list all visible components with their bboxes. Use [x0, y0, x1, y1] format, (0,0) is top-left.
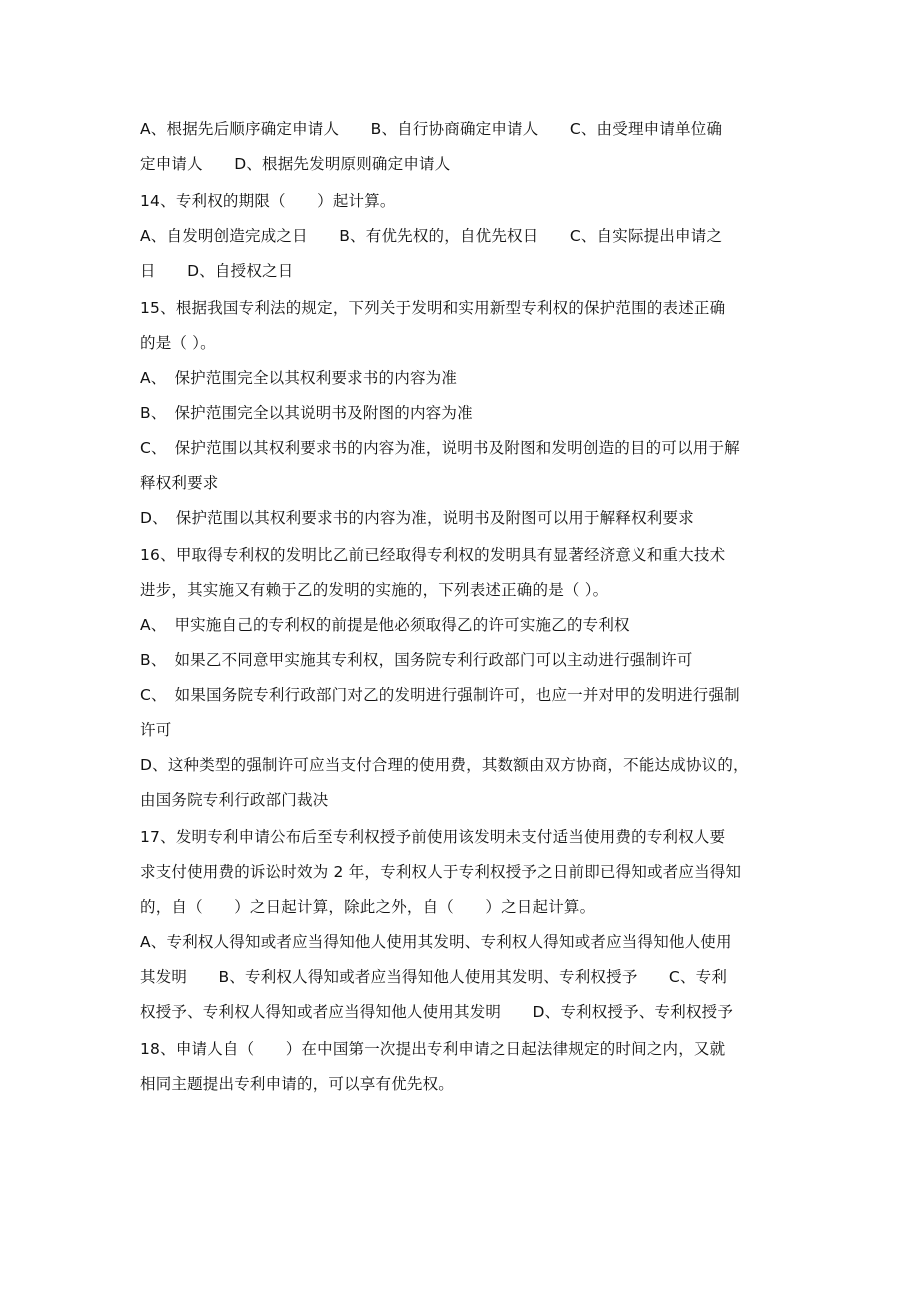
option-c: C、 保护范围以其权利要求书的内容为准，说明书及附图和发明创造的目的可以用于解 — [140, 439, 740, 457]
question-17: 17、发明专利申请公布后至专利权授予前使用该发明未支付适当使用费的专利权人要 — [140, 828, 726, 846]
question-15-cont: 的是（ ）。 — [140, 334, 216, 352]
question-18: 18、申请人自（ ）在中国第一次提出专利申请之日起法律规定的时间之内，又就 — [140, 1040, 726, 1058]
document-page — [140, 112, 785, 1102]
option-a: A、 保护范围完全以其权利要求书的内容为准 — [140, 369, 458, 387]
question-16: 16、甲取得专利权的发明比乙前已经取得专利权的发明具有显著经济意义和重大技术 — [140, 546, 726, 564]
option-d: D、 保护范围以其权利要求书的内容为准，说明书及附图可以用于解释权利要求 — [140, 509, 694, 527]
option-line: 权授予、专利权人得知或者应当得知他人使用其发明 D、专利权授予、专利权授予 — [140, 1003, 734, 1021]
option-a: A、 甲实施自己的专利权的前提是他必须取得乙的许可实施乙的专利权 — [140, 616, 630, 634]
question-17-cont: 的，自（ ）之日起计算，除此之外，自（ ）之日起计算。 — [140, 898, 596, 916]
option-line: 日 D、自授权之日 — [140, 262, 294, 280]
option-line: A、专利权人得知或者应当得知他人使用其发明、专利权人得知或者应当得知他人使用 — [140, 933, 732, 951]
question-17-cont: 求支付使用费的诉讼时效为 2 年，专利权人于专利权授予之日前即已得知或者应当得知 — [140, 863, 742, 881]
question-14: 14、专利权的期限（ ）起计算。 — [140, 192, 396, 210]
option-c-cont: 许可 — [140, 721, 172, 739]
option-c-cont: 释权利要求 — [140, 474, 219, 492]
option-d-cont: 由国务院专利行政部门裁决 — [140, 791, 329, 809]
option-line: A、根据先后顺序确定申请人 B、自行协商确定申请人 C、由受理申请单位确 — [140, 120, 723, 138]
option-d: D、这种类型的强制许可应当支付合理的使用费，其数额由双方协商，不能达成协议的， — [140, 756, 749, 774]
option-b: B、 如果乙不同意甲实施其专利权，国务院专利行政部门可以主动进行强制许可 — [140, 651, 693, 669]
question-18-cont: 相同主题提出专利申请的，可以享有优先权。 — [140, 1075, 455, 1093]
option-line: 定申请人 D、根据先发明原则确定申请人 — [140, 155, 451, 173]
question-15: 15、根据我国专利法的规定，下列关于发明和实用新型专利权的保护范围的表述正确 — [140, 299, 726, 317]
option-b: B、 保护范围完全以其说明书及附图的内容为准 — [140, 404, 473, 422]
option-line: 其发明 B、专利权人得知或者应当得知他人使用其发明、专利权授予 C、专利 — [140, 968, 728, 986]
option-c: C、 如果国务院专利行政部门对乙的发明进行强制许可，也应一并对甲的发明进行强制 — [140, 686, 740, 704]
option-line: A、自发明创造完成之日 B、有优先权的，自优先权日 C、自实际提出申请之 — [140, 227, 723, 245]
question-16-cont: 进步，其实施又有赖于乙的发明的实施的，下列表述正确的是（ ）。 — [140, 581, 609, 599]
